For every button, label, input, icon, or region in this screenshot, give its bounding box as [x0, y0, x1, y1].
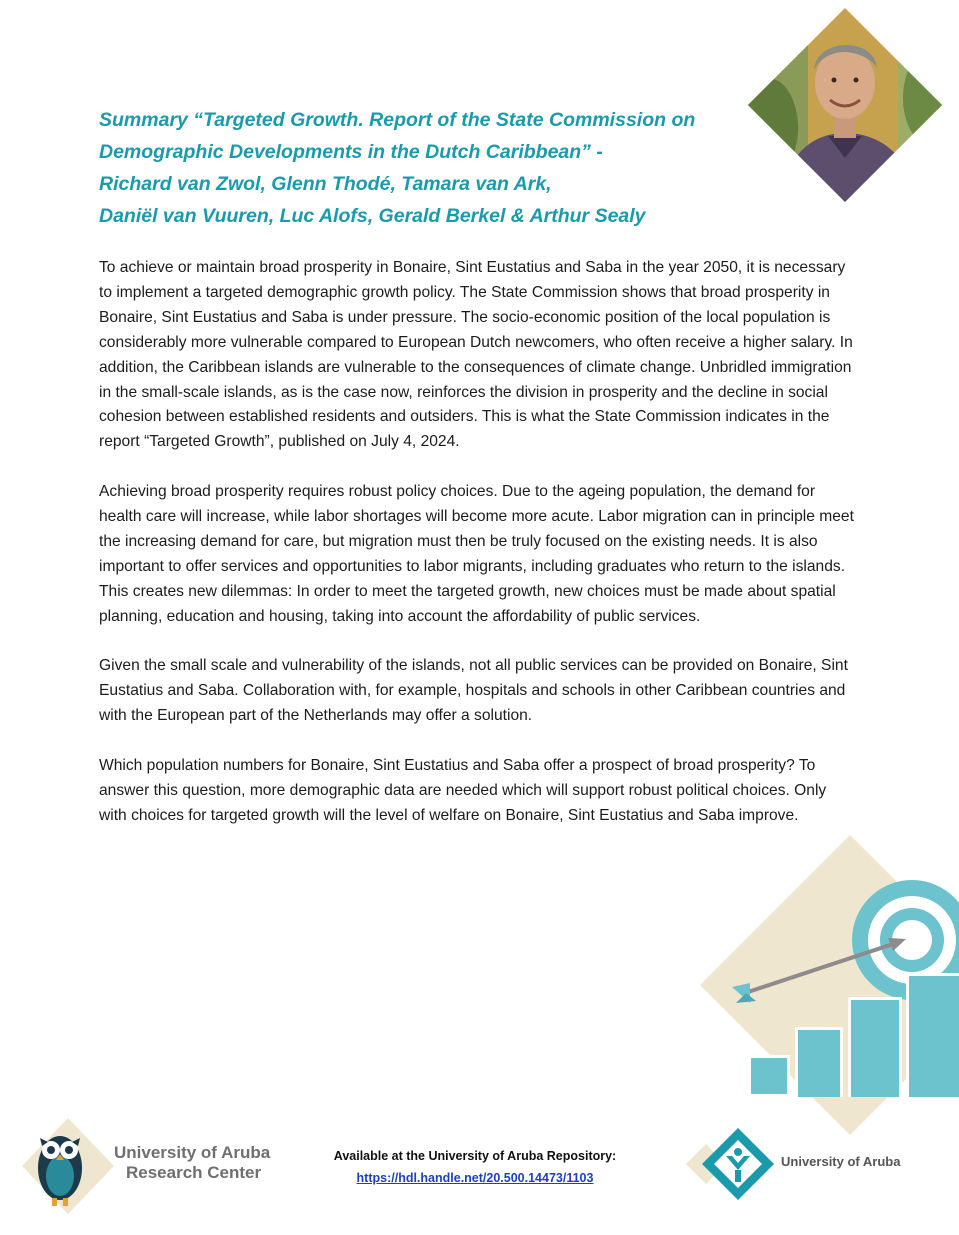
paragraph: Which population numbers for Bonaire, Sint Eustatius and Saba offer a prospect of broad prosperity? To answer this question, more demographic data are needed which will support robust political choices. Only with choices for targeted growth will the level of welfare on Bonaire, Sint Eustatius and Saba improve. — [99, 757, 827, 824]
author-portrait — [748, 8, 942, 202]
summary-body — [99, 256, 855, 854]
title-line: Summary “Targeted Growth. Report of the State Commission on — [99, 109, 696, 131]
title-line: Daniël van Vuuren, Luc Alofs, Gerald Berkel & Arthur Sealy — [99, 205, 646, 227]
document-title — [99, 104, 739, 232]
paragraph: Achieving broad prosperity requires robust policy choices. Due to the ageing population, the demand for health care will increase, while labor shortages will become more acute. Labor migration can in principle meet the increasing demand for care, but migration must then be truly focused on the existing needs. It is also important to offer services and opportunities to labor migrants, including graduates who return to the islands. This creates new dilemmas: In order to meet the targeted growth, new choices must be made about spatial planning, education and housing, taking into account the affordability of public services. — [99, 483, 854, 625]
research-center-name — [114, 1143, 270, 1183]
research-center-line: Research Center — [126, 1163, 262, 1182]
university-name: University of Aruba — [781, 1154, 901, 1169]
growth-target-graphic — [700, 835, 959, 1135]
paragraph: Given the small scale and vulnerability of the islands, not all public services can be provided on Bonaire, Sint Eustatius and Saba. Collaboration with, for example, hospitals and schools in other Caribbean countries and with the European part of the Netherlands may offer a solution. — [99, 657, 848, 725]
paragraph: To achieve or maintain broad prosperity in Bonaire, Sint Eustatius and Saba in the year 2050, it is necessary to implement a targeted demographic growth policy. The State Commission shows that broad prosperity in Bonaire, Sint Eustatius and Saba is under pressure. The socio-economic position of the local population is considerably more vulnerable compared to European Dutch newcomers, who often receive a higher salary. In addition, the Caribbean islands are vulnerable to the consequences of climate change. Unbridled immigration in the small-scale islands, as is the case now, reinforces the division in prosperity and the decline in social cohesion between established residents and outsiders. This is what the State Commission indicates in the report “Targeted Growth”, published on July 4, 2024. — [99, 259, 853, 451]
repository-link[interactable]: https://hdl.handle.net/20.500.14473/1103 — [356, 1171, 594, 1185]
research-center-line: University of Aruba — [114, 1143, 271, 1162]
repository-label: Available at the University of Aruba Repository: — [333, 1149, 617, 1163]
title-line: Demographic Developments in the Dutch Caribbean” - — [99, 141, 603, 163]
title-line: Richard van Zwol, Glenn Thodé, Tamara van Ark, — [99, 173, 552, 195]
university-logo — [682, 1126, 782, 1202]
repository-info — [300, 1145, 650, 1189]
